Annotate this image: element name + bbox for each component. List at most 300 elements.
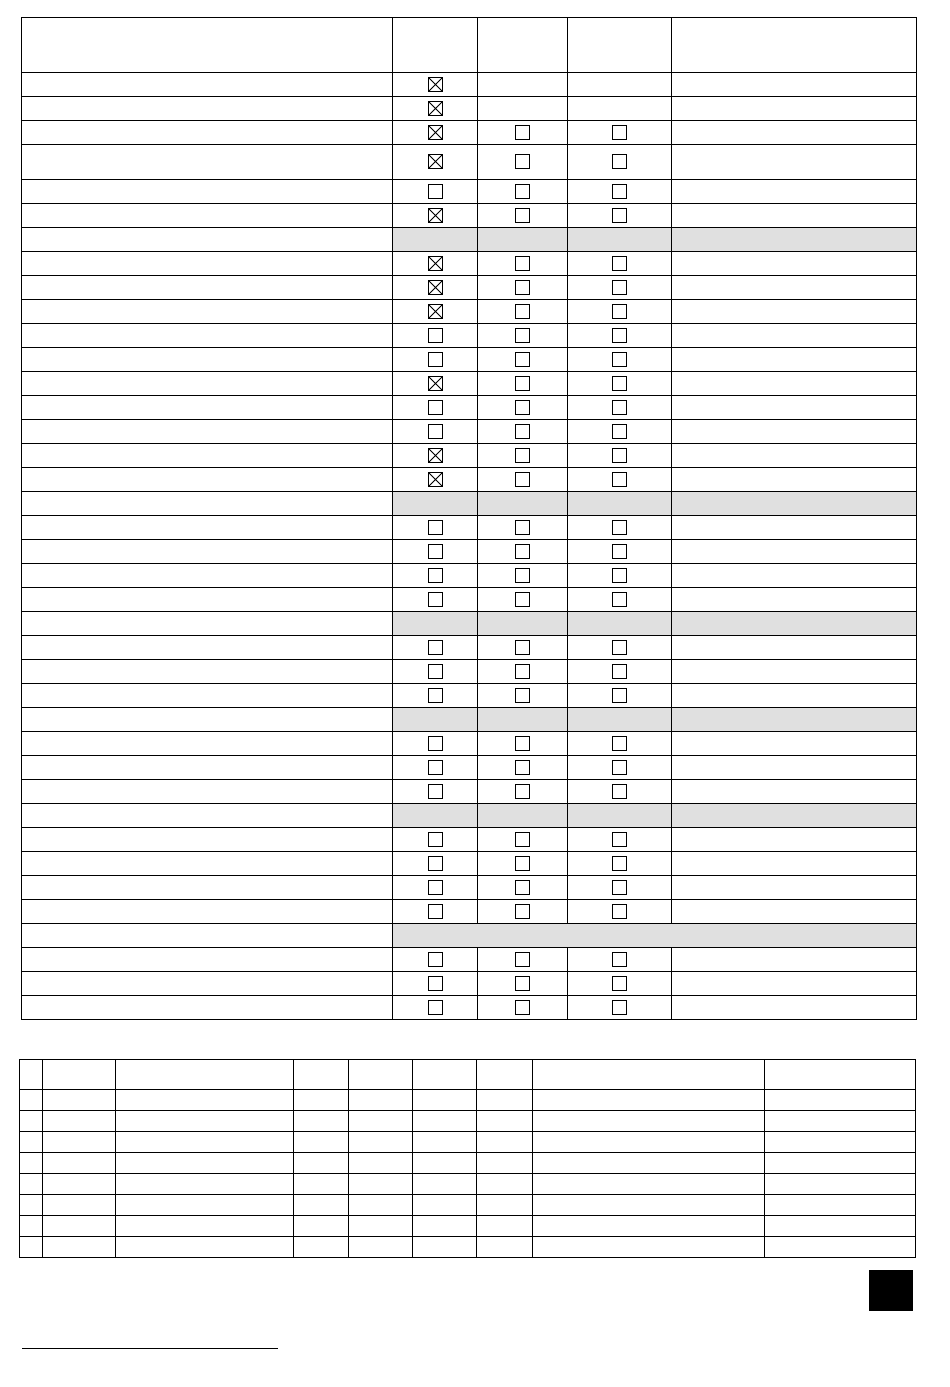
checklist-row [22,180,917,204]
checkbox[interactable] [612,952,627,967]
check-cell [568,300,672,324]
item-label-cell [22,180,393,204]
checkbox[interactable] [515,688,530,703]
item-label-cell [22,588,393,612]
check-cell [478,180,568,204]
check-cell [568,121,672,145]
item-label-cell [22,540,393,564]
remarks-cell [672,516,917,540]
checkbox[interactable] [612,304,627,319]
log-cell [413,1174,477,1195]
log-cell [43,1195,116,1216]
item-label-cell [22,780,393,804]
checkbox[interactable] [612,832,627,847]
checkbox[interactable] [515,664,530,679]
checklist-row [22,828,917,852]
item-label-cell [22,204,393,228]
check-cell [568,780,672,804]
section-header-row [22,492,917,516]
log-cell [477,1090,533,1111]
check-cell [478,948,568,972]
checkbox[interactable] [515,736,530,751]
check-cell [478,420,568,444]
section-shade-cell [393,804,478,828]
checkbox[interactable] [428,904,443,919]
checklist-body [22,18,917,1020]
checkbox[interactable] [515,1000,530,1015]
checkbox[interactable] [612,520,627,535]
check-cell [478,876,568,900]
section-shade-cell [393,924,917,948]
checkbox[interactable] [612,736,627,751]
checkbox-checked[interactable] [428,77,443,92]
checklist-row [22,996,917,1020]
remarks-cell [672,396,917,420]
item-label-cell [22,145,393,180]
remarks-cell [672,684,917,708]
checkbox[interactable] [428,1000,443,1015]
check-cell [568,180,672,204]
checklist-row [22,732,917,756]
item-label-cell [22,852,393,876]
checkbox[interactable] [515,520,530,535]
log-cell [477,1174,533,1195]
remarks-cell [672,996,917,1020]
check-cell [393,372,478,396]
check-cell [478,145,568,180]
checkbox[interactable] [612,640,627,655]
checkbox[interactable] [428,952,443,967]
item-label-cell [22,396,393,420]
checkbox[interactable] [515,760,530,775]
checkbox[interactable] [612,664,627,679]
checkbox-checked[interactable] [428,280,443,295]
checkbox-checked[interactable] [428,208,443,223]
check-cell [478,324,568,348]
log-cell [20,1216,43,1237]
check-cell [393,145,478,180]
checkbox[interactable] [515,856,530,871]
log-cell [294,1237,349,1258]
log-cell [477,1153,533,1174]
checkbox[interactable] [428,688,443,703]
checkbox[interactable] [428,184,443,199]
check-cell [568,348,672,372]
log-cell [20,1111,43,1132]
section-shade-cell [568,804,672,828]
check-cell [478,372,568,396]
remarks-cell [672,588,917,612]
log-body [20,1060,916,1258]
item-label-cell [22,756,393,780]
check-cell [478,756,568,780]
check-cell [568,660,672,684]
log-cell [349,1132,413,1153]
check-cell [568,636,672,660]
check-cell [393,252,478,276]
checkbox[interactable] [612,760,627,775]
checkbox[interactable] [428,640,443,655]
log-cell [20,1132,43,1153]
check-cell [568,324,672,348]
log-cell [43,1237,116,1258]
checkbox[interactable] [515,448,530,463]
checklist-row [22,852,917,876]
header-cell [478,18,568,73]
check-cell [393,948,478,972]
checkbox-checked[interactable] [428,304,443,319]
checkbox-checked[interactable] [428,256,443,271]
check-cell [393,516,478,540]
checkbox[interactable] [612,592,627,607]
check-cell [568,756,672,780]
checkbox[interactable] [515,400,530,415]
section-title-cell [22,804,393,828]
checkbox-checked[interactable] [428,154,443,169]
checkbox[interactable] [515,256,530,271]
check-cell [393,972,478,996]
checkbox[interactable] [428,568,443,583]
remarks-cell [672,828,917,852]
remarks-cell [672,372,917,396]
item-label-cell [22,97,393,121]
check-cell [393,300,478,324]
remarks-cell [672,660,917,684]
log-cell [413,1090,477,1111]
checkbox[interactable] [515,154,530,169]
log-row [20,1111,916,1132]
log-row [20,1132,916,1153]
log-cell [20,1090,43,1111]
remarks-cell [672,540,917,564]
checkbox[interactable] [612,472,627,487]
checkbox[interactable] [612,184,627,199]
log-cell [116,1090,294,1111]
check-cell [568,948,672,972]
checkbox[interactable] [428,856,443,871]
checkbox-checked[interactable] [428,448,443,463]
log-cell [349,1090,413,1111]
check-cell [568,684,672,708]
remarks-cell [672,876,917,900]
log-row [20,1216,916,1237]
section-title-cell [22,228,393,252]
remarks-cell [672,121,917,145]
log-cell [349,1174,413,1195]
section-shade-cell [478,708,568,732]
check-cell [568,540,672,564]
check-cell [393,996,478,1020]
remarks-cell [672,420,917,444]
checkbox[interactable] [612,688,627,703]
log-cell [294,1111,349,1132]
log-cell [477,1195,533,1216]
log-cell [765,1132,916,1153]
check-cell [568,97,672,121]
checklist-row [22,97,917,121]
section-shade-cell [478,612,568,636]
remarks-cell [672,900,917,924]
checkbox[interactable] [515,184,530,199]
check-cell [568,420,672,444]
log-cell [349,1153,413,1174]
log-cell [349,1195,413,1216]
section-shade-cell [672,228,917,252]
check-cell [568,516,672,540]
check-cell [568,564,672,588]
log-cell [533,1111,765,1132]
log-cell [413,1237,477,1258]
log-cell [765,1174,916,1195]
log-cell [116,1111,294,1132]
checkbox[interactable] [515,304,530,319]
checkbox[interactable] [428,832,443,847]
checkbox[interactable] [612,328,627,343]
remarks-cell [672,180,917,204]
checkbox[interactable] [428,784,443,799]
log-cell [533,1237,765,1258]
check-cell [393,636,478,660]
check-cell [393,97,478,121]
check-cell [478,564,568,588]
check-cell [478,516,568,540]
check-cell [393,73,478,97]
checkbox[interactable] [612,856,627,871]
log-cell [20,1195,43,1216]
checkbox[interactable] [428,736,443,751]
checkbox[interactable] [612,448,627,463]
checkbox[interactable] [612,154,627,169]
checkbox[interactable] [612,376,627,391]
check-cell [478,97,568,121]
checklist-row [22,636,917,660]
checkbox[interactable] [612,352,627,367]
log-cell [413,1216,477,1237]
checkbox[interactable] [428,592,443,607]
checklist-row [22,684,917,708]
log-cell [765,1153,916,1174]
log-cell [43,1132,116,1153]
log-header-cell [116,1060,294,1090]
item-label-cell [22,972,393,996]
checklist-row [22,73,917,97]
item-label-cell [22,348,393,372]
checkbox[interactable] [428,328,443,343]
log-cell [349,1111,413,1132]
checkbox-checked[interactable] [428,125,443,140]
checkbox[interactable] [515,472,530,487]
check-cell [393,348,478,372]
log-cell [294,1195,349,1216]
checkbox-checked[interactable] [428,101,443,116]
log-cell [20,1153,43,1174]
checklist-table [21,17,917,1020]
checkbox[interactable] [515,376,530,391]
check-cell [478,972,568,996]
checkbox[interactable] [428,352,443,367]
checkbox[interactable] [612,125,627,140]
checkbox[interactable] [515,280,530,295]
item-label-cell [22,276,393,300]
checkbox[interactable] [612,904,627,919]
checkbox[interactable] [515,544,530,559]
check-cell [568,972,672,996]
check-cell [393,876,478,900]
log-cell [294,1216,349,1237]
log-header-cell [294,1060,349,1090]
log-cell [43,1111,116,1132]
checkbox[interactable] [612,400,627,415]
checklist-row [22,300,917,324]
check-cell [393,121,478,145]
section-shade-cell [478,804,568,828]
check-cell [568,852,672,876]
log-cell [533,1090,765,1111]
remarks-cell [672,972,917,996]
checkbox[interactable] [612,424,627,439]
checkbox[interactable] [612,784,627,799]
check-cell [478,468,568,492]
checkbox[interactable] [612,256,627,271]
section-shade-cell [568,228,672,252]
checkbox[interactable] [515,640,530,655]
section-shade-cell [568,612,672,636]
remarks-cell [672,948,917,972]
section-shade-cell [568,492,672,516]
checkbox[interactable] [515,424,530,439]
footnote-rule [22,1348,278,1349]
check-cell [568,204,672,228]
check-cell [393,756,478,780]
section-header-row [22,708,917,732]
checkbox[interactable] [515,784,530,799]
item-label-cell [22,636,393,660]
remarks-cell [672,756,917,780]
check-cell [478,588,568,612]
section-shade-cell [478,228,568,252]
log-cell [533,1132,765,1153]
log-header-cell [765,1060,916,1090]
checklist-row [22,876,917,900]
checkbox[interactable] [515,880,530,895]
log-cell [116,1237,294,1258]
remarks-cell [672,145,917,180]
checkbox-checked[interactable] [428,376,443,391]
section-title-cell [22,492,393,516]
checkbox-checked[interactable] [428,472,443,487]
log-row [20,1153,916,1174]
log-cell [413,1153,477,1174]
checkbox[interactable] [612,544,627,559]
checkbox[interactable] [515,832,530,847]
checkbox[interactable] [515,125,530,140]
item-label-cell [22,876,393,900]
check-cell [393,444,478,468]
log-cell [20,1237,43,1258]
checklist-header-row [22,18,917,73]
checkbox[interactable] [428,544,443,559]
section-shade-cell [393,612,478,636]
check-cell [568,732,672,756]
checkbox[interactable] [612,976,627,991]
checkbox[interactable] [428,880,443,895]
remarks-cell [672,73,917,97]
item-label-cell [22,732,393,756]
checkbox[interactable] [612,1000,627,1015]
remarks-cell [672,276,917,300]
section-title-cell [22,708,393,732]
checklist-row [22,444,917,468]
check-cell [393,780,478,804]
log-header-row [20,1060,916,1090]
section-shade-cell [672,492,917,516]
check-cell [478,73,568,97]
checkbox[interactable] [515,352,530,367]
checkbox[interactable] [428,400,443,415]
checkbox[interactable] [515,952,530,967]
check-cell [478,996,568,1020]
checkbox[interactable] [612,208,627,223]
check-cell [568,828,672,852]
checkbox[interactable] [612,880,627,895]
item-label-cell [22,300,393,324]
item-label-cell [22,252,393,276]
log-header-cell [43,1060,116,1090]
check-cell [478,540,568,564]
remarks-cell [672,348,917,372]
checkbox[interactable] [515,208,530,223]
check-cell [568,252,672,276]
check-cell [393,828,478,852]
log-cell [20,1174,43,1195]
remarks-cell [672,204,917,228]
check-cell [478,636,568,660]
log-row [20,1237,916,1258]
check-cell [568,145,672,180]
checkbox[interactable] [515,904,530,919]
item-label-cell [22,828,393,852]
log-cell [413,1111,477,1132]
section-shade-cell [672,804,917,828]
section-header-row [22,804,917,828]
remarks-cell [672,324,917,348]
log-cell [294,1132,349,1153]
checkbox[interactable] [428,520,443,535]
checkbox[interactable] [515,592,530,607]
checkbox[interactable] [428,424,443,439]
checklist-row [22,324,917,348]
check-cell [393,324,478,348]
check-cell [393,468,478,492]
checkbox[interactable] [428,664,443,679]
checkbox[interactable] [612,568,627,583]
item-label-cell [22,324,393,348]
header-cell [672,18,917,73]
checkbox[interactable] [428,760,443,775]
checkbox[interactable] [428,976,443,991]
checkbox[interactable] [612,280,627,295]
check-cell [393,204,478,228]
check-cell [568,444,672,468]
log-cell [477,1216,533,1237]
log-cell [116,1174,294,1195]
checkbox[interactable] [515,328,530,343]
log-cell [116,1216,294,1237]
check-cell [393,660,478,684]
checklist-row [22,900,917,924]
checkbox[interactable] [515,976,530,991]
checkbox[interactable] [515,568,530,583]
